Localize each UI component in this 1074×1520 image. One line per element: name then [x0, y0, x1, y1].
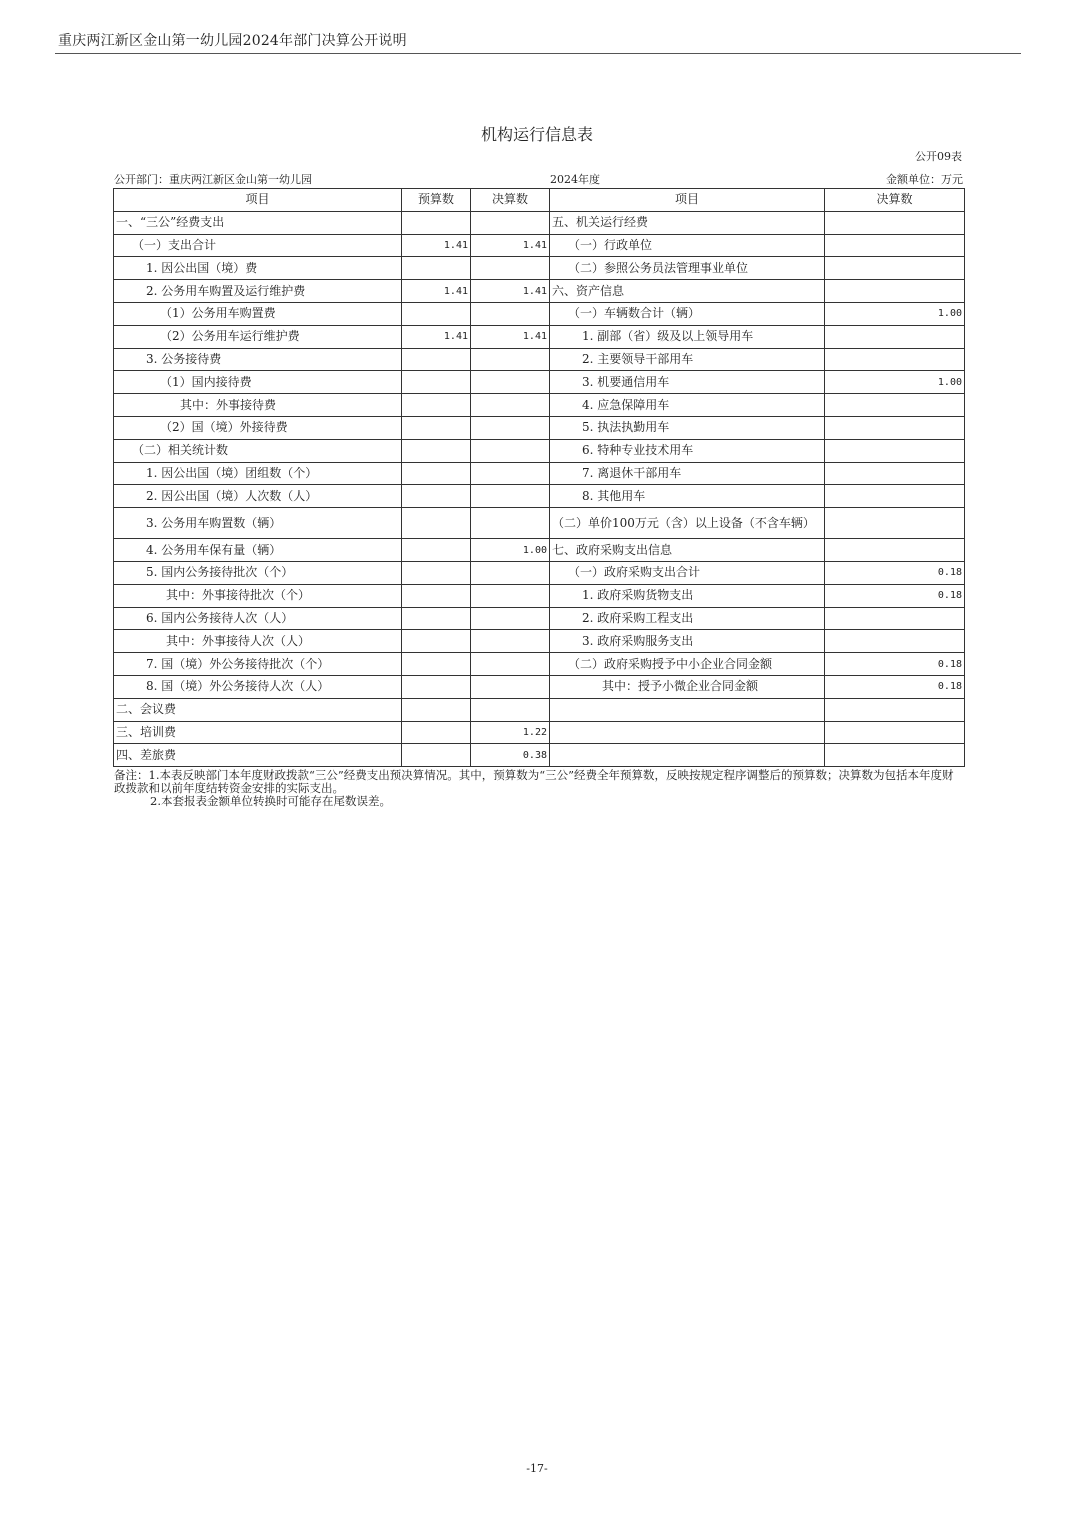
item-left-cell: （1）公务用车购置费 — [114, 302, 402, 325]
budget-cell — [402, 539, 471, 562]
page-number: -17- — [526, 1462, 548, 1475]
budget-cell — [402, 675, 471, 698]
item-right-cell: （二）政府采购授予中小企业合同金额 — [550, 653, 825, 676]
final-right-cell: 0.18 — [825, 584, 965, 607]
item-right-cell: 2. 主要领导干部用车 — [550, 348, 825, 371]
col-header-final-left: 决算数 — [471, 189, 550, 212]
final-left-cell: 1.41 — [471, 325, 550, 348]
budget-cell — [402, 721, 471, 744]
table-row — [114, 325, 965, 348]
table-row — [114, 539, 965, 562]
table-row — [114, 630, 965, 653]
table-row — [114, 584, 965, 607]
final-left-cell: 1.41 — [471, 280, 550, 303]
final-right-cell — [825, 607, 965, 630]
final-right-cell — [825, 721, 965, 744]
item-right-cell: 3. 机要通信用车 — [550, 371, 825, 394]
item-right-cell: 六、资产信息 — [550, 280, 825, 303]
item-right-cell: （二）参照公务员法管理事业单位 — [550, 257, 825, 280]
table-row — [114, 348, 965, 371]
header-divider — [55, 53, 1021, 54]
item-left-cell: （一）支出合计 — [114, 234, 402, 257]
final-right-cell: 0.18 — [825, 561, 965, 584]
table-header-row — [114, 189, 965, 212]
final-left-cell — [471, 698, 550, 721]
table-row — [114, 508, 965, 539]
col-header-item-left: 项目 — [114, 189, 402, 212]
table-row — [114, 416, 965, 439]
item-left-cell: 1. 因公出国（境）团组数（个） — [114, 462, 402, 485]
item-right-cell: 七、政府采购支出信息 — [550, 539, 825, 562]
final-right-cell: 0.18 — [825, 653, 965, 676]
item-left-cell: 三、培训费 — [114, 721, 402, 744]
final-right-cell: 0.18 — [825, 675, 965, 698]
item-right-cell — [550, 721, 825, 744]
budget-cell — [402, 561, 471, 584]
final-right-cell — [825, 539, 965, 562]
budget-cell — [402, 348, 471, 371]
budget-cell — [402, 371, 471, 394]
item-left-cell: 7. 国（境）外公务接待批次（个） — [114, 653, 402, 676]
budget-cell: 1.41 — [402, 325, 471, 348]
budget-cell — [402, 698, 471, 721]
item-left-cell: 其中：外事接待费 — [114, 394, 402, 417]
final-left-cell — [471, 416, 550, 439]
item-left-cell: 5. 国内公务接待批次（个） — [114, 561, 402, 584]
document-header-title: 重庆两江新区金山第一幼儿园2024年部门决算公开说明 — [58, 33, 407, 49]
item-left-cell: 4. 公务用车保有量（辆） — [114, 539, 402, 562]
item-left-cell: 3. 公务用车购置数（辆） — [114, 508, 402, 539]
table-row — [114, 561, 965, 584]
item-right-cell: 8. 其他用车 — [550, 485, 825, 508]
table-title: 机构运行信息表 — [480, 125, 593, 144]
form-code: 公开09表 — [915, 150, 962, 163]
final-left-cell — [471, 462, 550, 485]
table-row — [114, 721, 965, 744]
table-row — [114, 653, 965, 676]
item-right-cell: 2. 政府采购工程支出 — [550, 607, 825, 630]
item-right-cell: 4. 应急保障用车 — [550, 394, 825, 417]
table-row — [114, 394, 965, 417]
item-right-cell: （一）政府采购支出合计 — [550, 561, 825, 584]
final-left-cell: 1.00 — [471, 539, 550, 562]
col-header-item-right: 项目 — [550, 189, 825, 212]
table-row — [114, 439, 965, 462]
item-left-cell: 二、会议费 — [114, 698, 402, 721]
final-left-cell — [471, 630, 550, 653]
final-right-cell — [825, 257, 965, 280]
final-right-cell — [825, 394, 965, 417]
department-label: 公开部门：重庆两江新区金山第一幼儿园 — [114, 173, 312, 186]
item-right-cell — [550, 744, 825, 767]
budget-cell — [402, 416, 471, 439]
item-left-cell: 其中：外事接待批次（个） — [114, 584, 402, 607]
final-left-cell — [471, 257, 550, 280]
final-right-cell — [825, 462, 965, 485]
final-right-cell — [825, 234, 965, 257]
final-right-cell: 1.00 — [825, 371, 965, 394]
item-left-cell: 8. 国（境）外公务接待人次（人） — [114, 675, 402, 698]
table-row — [114, 371, 965, 394]
table-row — [114, 280, 965, 303]
budget-cell — [402, 394, 471, 417]
table-row — [114, 698, 965, 721]
col-header-final-right: 决算数 — [825, 189, 965, 212]
item-left-cell: 1. 因公出国（境）费 — [114, 257, 402, 280]
budget-cell: 1.41 — [402, 280, 471, 303]
final-right-cell — [825, 416, 965, 439]
note-1: 备注：1.本表反映部门本年度财政拨款“三公”经费支出预决算情况。其中，预算数为“三公”经费全年预算数，反映按规定程序调整后的预算数；决算数为包括本年度财政拨款和以前年度结转资金安排的实际支出。 — [114, 768, 954, 795]
final-left-cell: 1.22 — [471, 721, 550, 744]
item-left-cell: （1）国内接待费 — [114, 371, 402, 394]
item-left-cell: 一、“三公”经费支出 — [114, 211, 402, 234]
final-left-cell — [471, 302, 550, 325]
item-left-cell: 其中：外事接待人次（人） — [114, 630, 402, 653]
item-left-cell: 2. 公务用车购置及运行维护费 — [114, 280, 402, 303]
item-left-cell: 2. 因公出国（境）人次数（人） — [114, 485, 402, 508]
budget-cell — [402, 211, 471, 234]
budget-cell — [402, 653, 471, 676]
final-left-cell — [471, 485, 550, 508]
final-left-cell — [471, 653, 550, 676]
final-left-cell — [471, 561, 550, 584]
final-left-cell — [471, 439, 550, 462]
item-right-cell: 其中：授予小微企业合同金额 — [550, 675, 825, 698]
fiscal-year-label: 2024年度 — [550, 173, 600, 186]
item-right-cell: 1. 政府采购货物支出 — [550, 584, 825, 607]
item-right-cell — [550, 698, 825, 721]
final-left-cell — [471, 348, 550, 371]
final-left-cell — [471, 584, 550, 607]
table-row — [114, 675, 965, 698]
final-right-cell — [825, 485, 965, 508]
final-right-cell — [825, 508, 965, 539]
final-right-cell — [825, 630, 965, 653]
budget-cell — [402, 744, 471, 767]
final-right-cell: 1.00 — [825, 302, 965, 325]
budget-cell — [402, 439, 471, 462]
final-right-cell — [825, 439, 965, 462]
final-right-cell — [825, 325, 965, 348]
item-right-cell: （一）行政单位 — [550, 234, 825, 257]
budget-cell: 1.41 — [402, 234, 471, 257]
item-right-cell: 6. 特种专业技术用车 — [550, 439, 825, 462]
item-right-cell: （一）车辆数合计（辆） — [550, 302, 825, 325]
final-right-cell — [825, 744, 965, 767]
table-row — [114, 257, 965, 280]
budget-cell — [402, 462, 471, 485]
table-meta-row — [114, 171, 963, 185]
final-left-cell — [471, 211, 550, 234]
item-left-cell: 四、差旅费 — [114, 744, 402, 767]
budget-cell — [402, 607, 471, 630]
final-left-cell — [471, 607, 550, 630]
item-right-cell: 3. 政府采购服务支出 — [550, 630, 825, 653]
table-row — [114, 607, 965, 630]
final-right-cell — [825, 211, 965, 234]
final-left-cell — [471, 394, 550, 417]
final-right-cell — [825, 348, 965, 371]
table-notes — [114, 769, 964, 808]
item-left-cell: 3. 公务接待费 — [114, 348, 402, 371]
final-right-cell — [825, 280, 965, 303]
table-row — [114, 211, 965, 234]
budget-cell — [402, 302, 471, 325]
final-left-cell — [471, 508, 550, 539]
item-right-cell: 5. 执法执勤用车 — [550, 416, 825, 439]
table-row — [114, 485, 965, 508]
col-header-budget: 预算数 — [402, 189, 471, 212]
budget-cell — [402, 584, 471, 607]
table-row — [114, 744, 965, 767]
note-2: 2.本套报表金额单位转换时可能存在尾数误差。 — [150, 794, 391, 808]
table-row — [114, 302, 965, 325]
budget-cell — [402, 485, 471, 508]
item-left-cell: （二）相关统计数 — [114, 439, 402, 462]
item-right-cell: 五、机关运行经费 — [550, 211, 825, 234]
budget-cell — [402, 508, 471, 539]
item-left-cell: 6. 国内公务接待人次（人） — [114, 607, 402, 630]
amount-unit-label: 金额单位：万元 — [886, 173, 963, 186]
final-left-cell: 0.38 — [471, 744, 550, 767]
item-right-cell: 1. 副部（省）级及以上领导用车 — [550, 325, 825, 348]
budget-cell — [402, 630, 471, 653]
final-left-cell: 1.41 — [471, 234, 550, 257]
final-left-cell — [471, 675, 550, 698]
item-right-cell: 7. 离退休干部用车 — [550, 462, 825, 485]
final-left-cell — [471, 371, 550, 394]
table-row — [114, 234, 965, 257]
institution-operation-table — [113, 188, 965, 767]
item-right-cell: （二）单价100万元（含）以上设备（不含车辆） — [550, 508, 825, 539]
table-row — [114, 462, 965, 485]
budget-cell — [402, 257, 471, 280]
final-right-cell — [825, 698, 965, 721]
item-left-cell: （2）公务用车运行维护费 — [114, 325, 402, 348]
item-left-cell: （2）国（境）外接待费 — [114, 416, 402, 439]
